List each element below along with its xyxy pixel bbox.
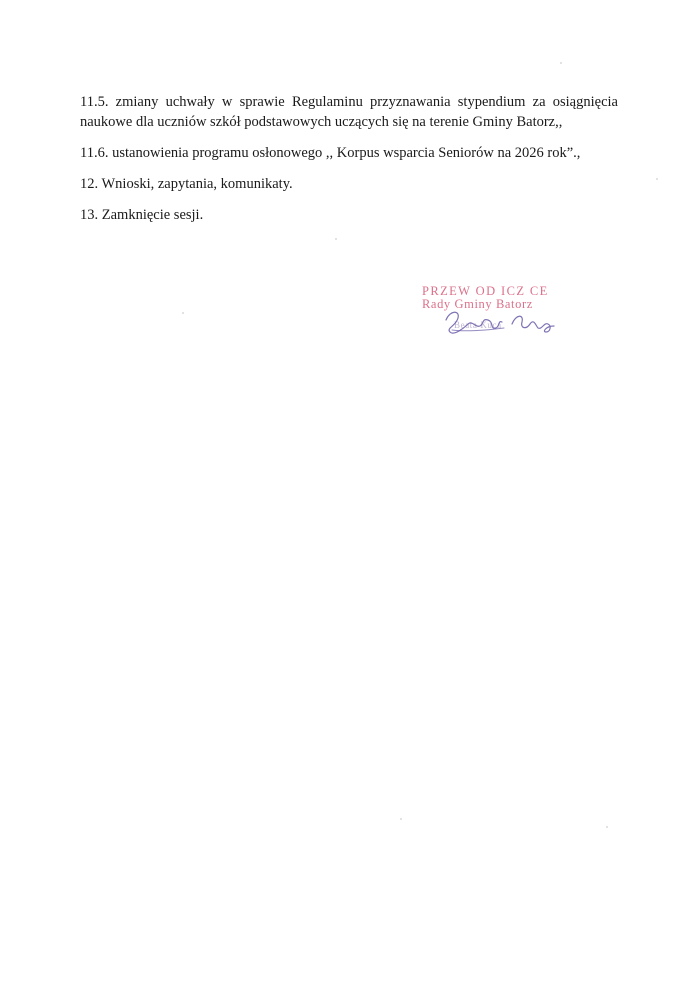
agenda-item-11-5-line-1: 11.5. zmiany uchwały w sprawie Regulaminu przyznawania stypendium za osiągnięcia: [80, 94, 618, 110]
scan-speck: [606, 826, 608, 828]
handwritten-signature: [438, 306, 558, 340]
agenda-item-13: [80, 205, 618, 225]
stamp-name-line: Beata Kuca: [454, 320, 502, 330]
scan-speck: [182, 312, 184, 314]
agenda-item-12: [80, 174, 618, 194]
scan-speck: [335, 238, 337, 240]
agenda-item-11-5-line-2: naukowe dla uczniów szkół podstawowych uczących się na terenie Gminy Batorz,,: [80, 114, 563, 130]
scan-speck: [400, 818, 402, 820]
scan-speck: [560, 62, 562, 64]
agenda-item-11-5: [80, 92, 618, 132]
agenda-item-12-line-1: 12. Wnioski, zapytania, komunikaty.: [80, 176, 293, 192]
stamp-council-line: Rady Gminy Batorz: [422, 297, 533, 311]
agenda-item-11-6-line-1: 11.6. ustanowienia programu osłonowego ,, Korpus wsparcia Seniorów na 2026 rok”.,: [80, 145, 581, 161]
stamp-title-line: PRZEW OD ICZ CE: [422, 284, 549, 298]
agenda-item-11-6: [80, 143, 618, 163]
agenda-list: [80, 92, 618, 236]
agenda-item-13-line-1: 13. Zamknięcie sesji.: [80, 207, 204, 223]
scan-speck: [656, 178, 658, 180]
